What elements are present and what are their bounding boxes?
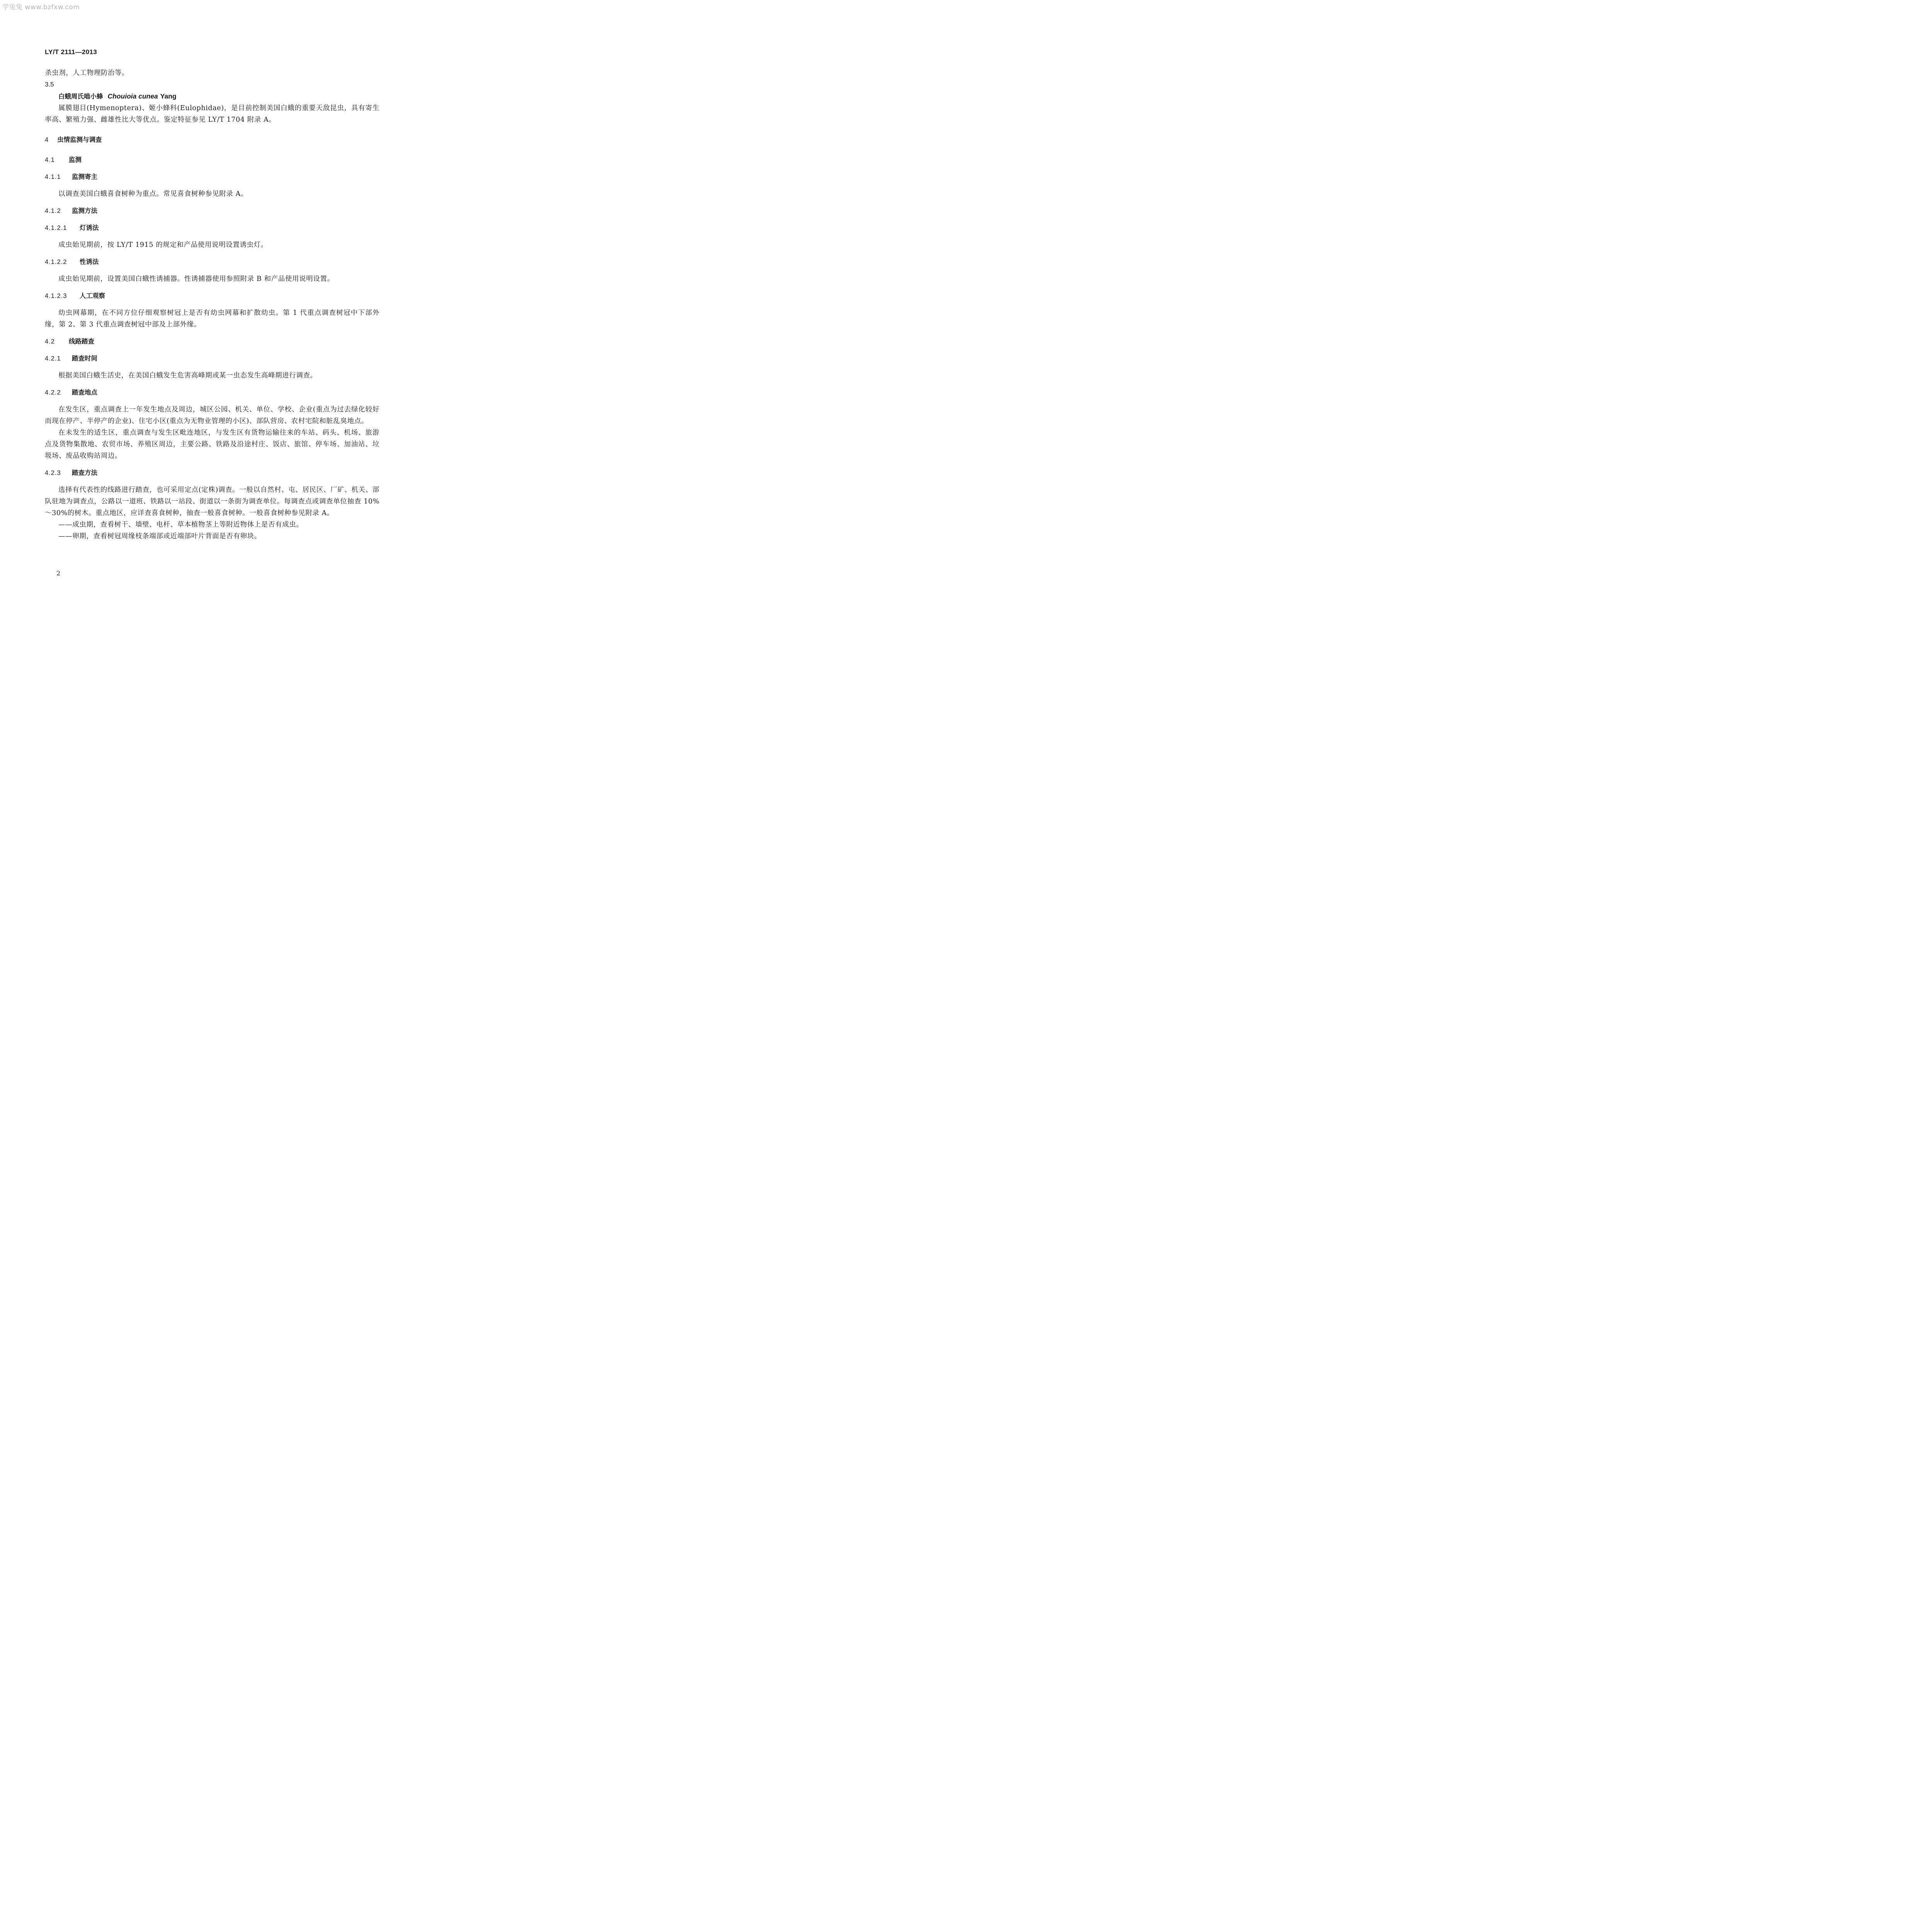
heading-number: 4 xyxy=(45,136,49,143)
heading-number: 4.2.1 xyxy=(45,355,61,362)
term-latin: Chouioia cunea xyxy=(107,92,158,100)
heading-title: 踏查地点 xyxy=(72,389,97,396)
term-author: Yang xyxy=(160,92,177,100)
heading-title: 踏查方法 xyxy=(72,469,97,476)
heading-title: 线路踏查 xyxy=(69,338,94,345)
heading-title: 监测寄主 xyxy=(72,173,97,180)
heading-number: 4.1.1 xyxy=(45,173,61,180)
clause-3-5-text: 属膜翅目(Hymenoptera)、姬小蜂科(Eulophidae)，是目前控制美国白蛾的重要天敌昆虫，具有寄生率高、繁殖力强、雌雄性比大等优点。鉴定特征参见 LY/T 1704 附录 A。 xyxy=(45,104,379,124)
heading-4-1-2-1 xyxy=(45,222,379,234)
continuation-line: 杀虫剂，人工物理防治等。 xyxy=(45,69,129,77)
heading-title: 性诱法 xyxy=(80,258,99,265)
section-text: 成虫始见期前，按 LY/T 1915 的规定和产品使用说明设置诱虫灯。 xyxy=(58,241,268,249)
heading-number: 4.2.3 xyxy=(45,469,61,476)
heading-number: 4.1.2.2 xyxy=(45,259,67,265)
heading-4-1-2-2 xyxy=(45,256,379,268)
heading-number: 4.1 xyxy=(45,156,55,163)
heading-title: 踏查时间 xyxy=(72,355,97,362)
heading-number: 4.1.2.1 xyxy=(45,224,67,231)
standard-code: LY/T 2111—2013 xyxy=(45,48,97,56)
section-text: 以调查美国白蛾喜食树种为重点。常见喜食树种参见附录 A。 xyxy=(58,190,248,198)
heading-title: 灯诱法 xyxy=(80,224,99,231)
heading-title: 虫情监测与调查 xyxy=(57,136,102,143)
heading-4-1-1 xyxy=(45,171,379,183)
section-text: 成虫始见期前，设置美国白蛾性诱捕器。性诱捕器使用参照附录 B 和产品使用说明设置。 xyxy=(58,275,334,283)
heading-4-1 xyxy=(45,154,379,166)
heading-4-2-2 xyxy=(45,387,379,398)
document-body xyxy=(45,67,379,542)
heading-number: 4.1.2 xyxy=(45,207,61,214)
dash-item: ——卵期，查看树冠周缘枝条端部或近端部叶片背面是否有卵块。 xyxy=(58,532,261,540)
term-chinese: 白蛾周氏啮小蜂 xyxy=(58,93,103,100)
section-text: 幼虫网幕期，在不同方位仔细观察树冠上是否有幼虫网幕和扩散幼虫。第 1 代重点调查树冠中下部外缘，第 2、第 3 代重点调查树冠中部及上部外缘。 xyxy=(45,309,379,328)
heading-4-2-3 xyxy=(45,467,379,479)
section-text: 在未发生的适生区，重点调查与发生区毗连地区，与发生区有货物运输往来的车站、码头、机场、旅游点及货物集散地、农贸市场、养殖区周边，主要公路、铁路及沿途村庄、饭店、旅馆、停车场、加油站、垃圾场、废品收购站周边。 xyxy=(45,429,379,460)
heading-4 xyxy=(45,134,379,146)
heading-4-1-2 xyxy=(45,205,379,217)
heading-number: 4.1.2.3 xyxy=(45,293,67,299)
section-text: 在发生区，重点调查上一年发生地点及周边，城区公园、机关、单位、学校、企业(重点为过去绿化较好而现在停产、半停产的企业)、住宅小区(重点为无物业管理的小区)、部队营房、农村宅院和脏乱臭地点。 xyxy=(45,406,379,425)
section-text: 根据美国白蛾生活史，在美国白蛾发生危害高峰期或某一虫态发生高峰期进行调查。 xyxy=(58,372,317,379)
watermark: 学兔兔 www.bzfxw.com xyxy=(2,3,80,11)
clause-3-5-term xyxy=(45,90,379,102)
section-text: 选择有代表性的线路进行踏查，也可采用定点(定株)调查。一般以自然村、屯、居民区、厂矿、机关、部队驻地为调查点，公路以一道班、铁路以一站段、街道以一条街为调查单位。每调查点或调查单位抽查 10%～30%的树木。重点地区，应详查喜食树种，抽查一般喜食树种。一般喜食树种参见附录 A。 xyxy=(45,486,379,517)
clause-3-5-number: 3.5 xyxy=(45,81,54,88)
heading-4-2-1 xyxy=(45,353,379,364)
heading-number: 4.2 xyxy=(45,338,55,345)
heading-number: 4.2.2 xyxy=(45,389,61,396)
heading-4-2 xyxy=(45,336,379,347)
heading-title: 监测方法 xyxy=(72,207,97,214)
page-number: 2 xyxy=(56,570,61,577)
heading-4-1-2-3 xyxy=(45,290,379,302)
dash-item: ——成虫期，查看树干、墙壁、电杆、草本植物茎上等附近物体上是否有成虫。 xyxy=(58,521,303,529)
heading-title: 监测 xyxy=(69,156,82,163)
heading-title: 人工观察 xyxy=(80,292,105,299)
